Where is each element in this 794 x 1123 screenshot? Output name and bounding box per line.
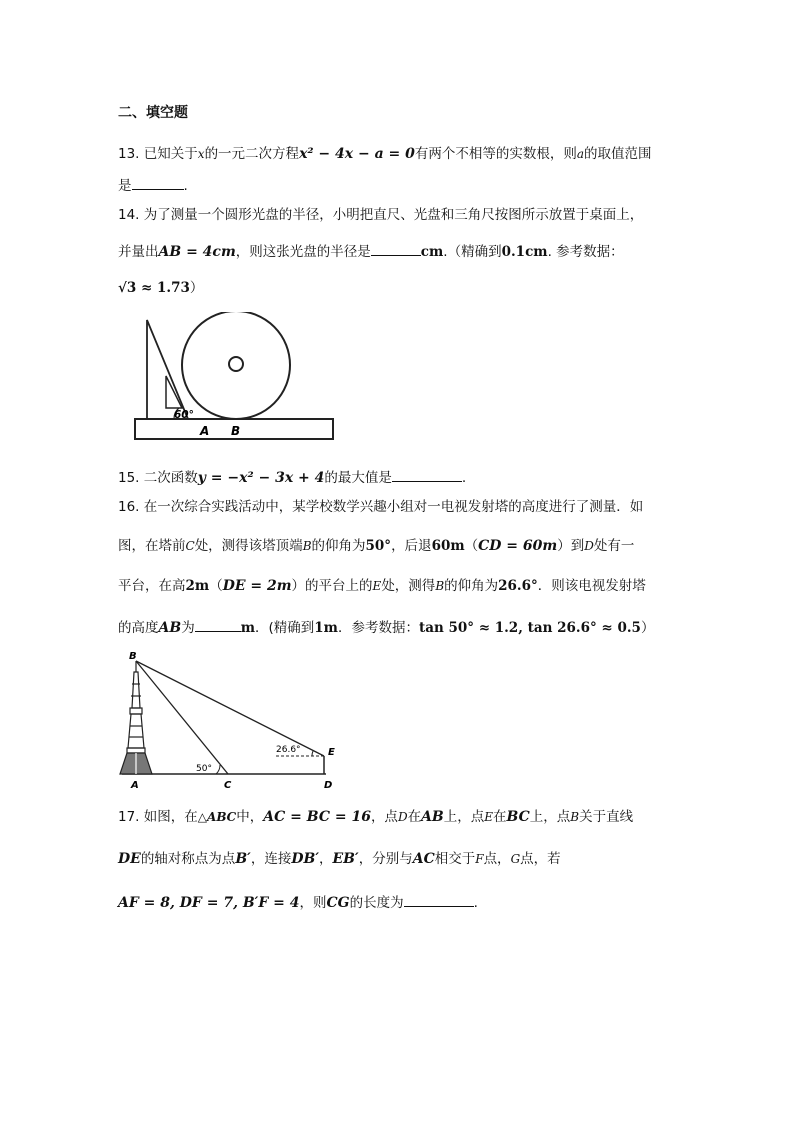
disc-center-hole (229, 357, 243, 371)
tower-figure (116, 648, 346, 793)
point-c-label: C (224, 780, 232, 791)
point-b-label: B (231, 424, 241, 438)
question-13-line-2: 是 . (118, 175, 188, 196)
question-16-line-1: 16. 在一次综合实践活动中，某学校数学兴趣小组对一电视发射塔的高度进行了测量．如 (118, 499, 644, 515)
given-conditions: AF = 8, DF = 7, B′F = 4 (118, 895, 300, 911)
answer-blank[interactable] (195, 617, 241, 632)
answer-blank[interactable] (392, 467, 462, 482)
angle-e-label: 26.6° (276, 745, 301, 755)
tower (120, 661, 152, 774)
question-15-line: 15. 二次函数y = −x² − 3x + 4的最大值是 . (118, 467, 466, 488)
point-e-label: E (328, 747, 335, 758)
question-number: 16. (118, 499, 140, 515)
question-14-line-2: 并量出AB = 4cm，则这张光盘的半径是 cm.（精确到0.1cm. 参考数据： (118, 241, 624, 262)
question-16-line-2: 图，在塔前C处，测得该塔顶端B的仰角为50°，后退60m（CD = 60m）到D处有一 (118, 538, 635, 554)
angle-label: 60° (174, 409, 194, 421)
question-14-line-1: 14. 为了测量一个圆形光盘的半径，小明把直尺、光盘和三角尺按图所示放置于桌面上， (118, 207, 644, 223)
question-16-line-4: 的高度AB为 m．(精确到1m．参考数据：tan 50° ≈ 1.2, tan 26.6° ≈ 0.5） (118, 617, 654, 638)
answer-blank[interactable] (404, 892, 474, 907)
equation: x² − 4x − a = 0 (299, 146, 415, 162)
sight-line-c (136, 661, 228, 774)
reference-data: tan 50° ≈ 1.2, tan 26.6° ≈ 0.5 (418, 620, 641, 636)
angle-c-label: 50° (196, 764, 212, 774)
reference-data: √3 ≈ 1.73 (118, 280, 190, 296)
question-13-line-1: 13. 已知关于x的一元二次方程x² − 4x − a = 0有两个不相等的实数根，则a的取值范围 (118, 146, 652, 162)
question-17-line-1: 17. 如图，在△ABC中，AC = BC = 16，点D在AB上，点E在BC上，点B关于直线 (118, 809, 634, 825)
question-number: 15. (118, 470, 140, 486)
quadratic-function: y = −x² − 3x + 4 (197, 470, 325, 486)
point-d-label: D (324, 780, 333, 791)
question-14-line-3: √3 ≈ 1.73） (118, 280, 204, 296)
question-17-line-2: DE的轴对称点为点B′，连接DB′，EB′，分别与AC相交于F点，G点，若 (118, 851, 561, 867)
sight-line-e (136, 661, 324, 756)
question-number: 14. (118, 207, 140, 223)
answer-blank[interactable] (371, 241, 421, 256)
answer-blank[interactable] (132, 175, 184, 190)
point-a-label: A (200, 424, 210, 438)
question-number: 13. (118, 146, 140, 162)
question-16-line-3: 平台，在高2m（DE = 2m）的平台上的E处，测得B的仰角为26.6°．则该电视发射塔 (118, 578, 646, 594)
disc (182, 312, 290, 419)
section-title: 二、填空题 (118, 105, 188, 121)
question-17-line-3: AF = 8, DF = 7, B′F = 4，则CG的长度为 . (118, 892, 478, 913)
point-b-label: B (129, 651, 137, 662)
point-a-label: A (131, 780, 139, 791)
question-number: 17. (118, 809, 140, 825)
disc-ruler-figure (130, 312, 340, 444)
